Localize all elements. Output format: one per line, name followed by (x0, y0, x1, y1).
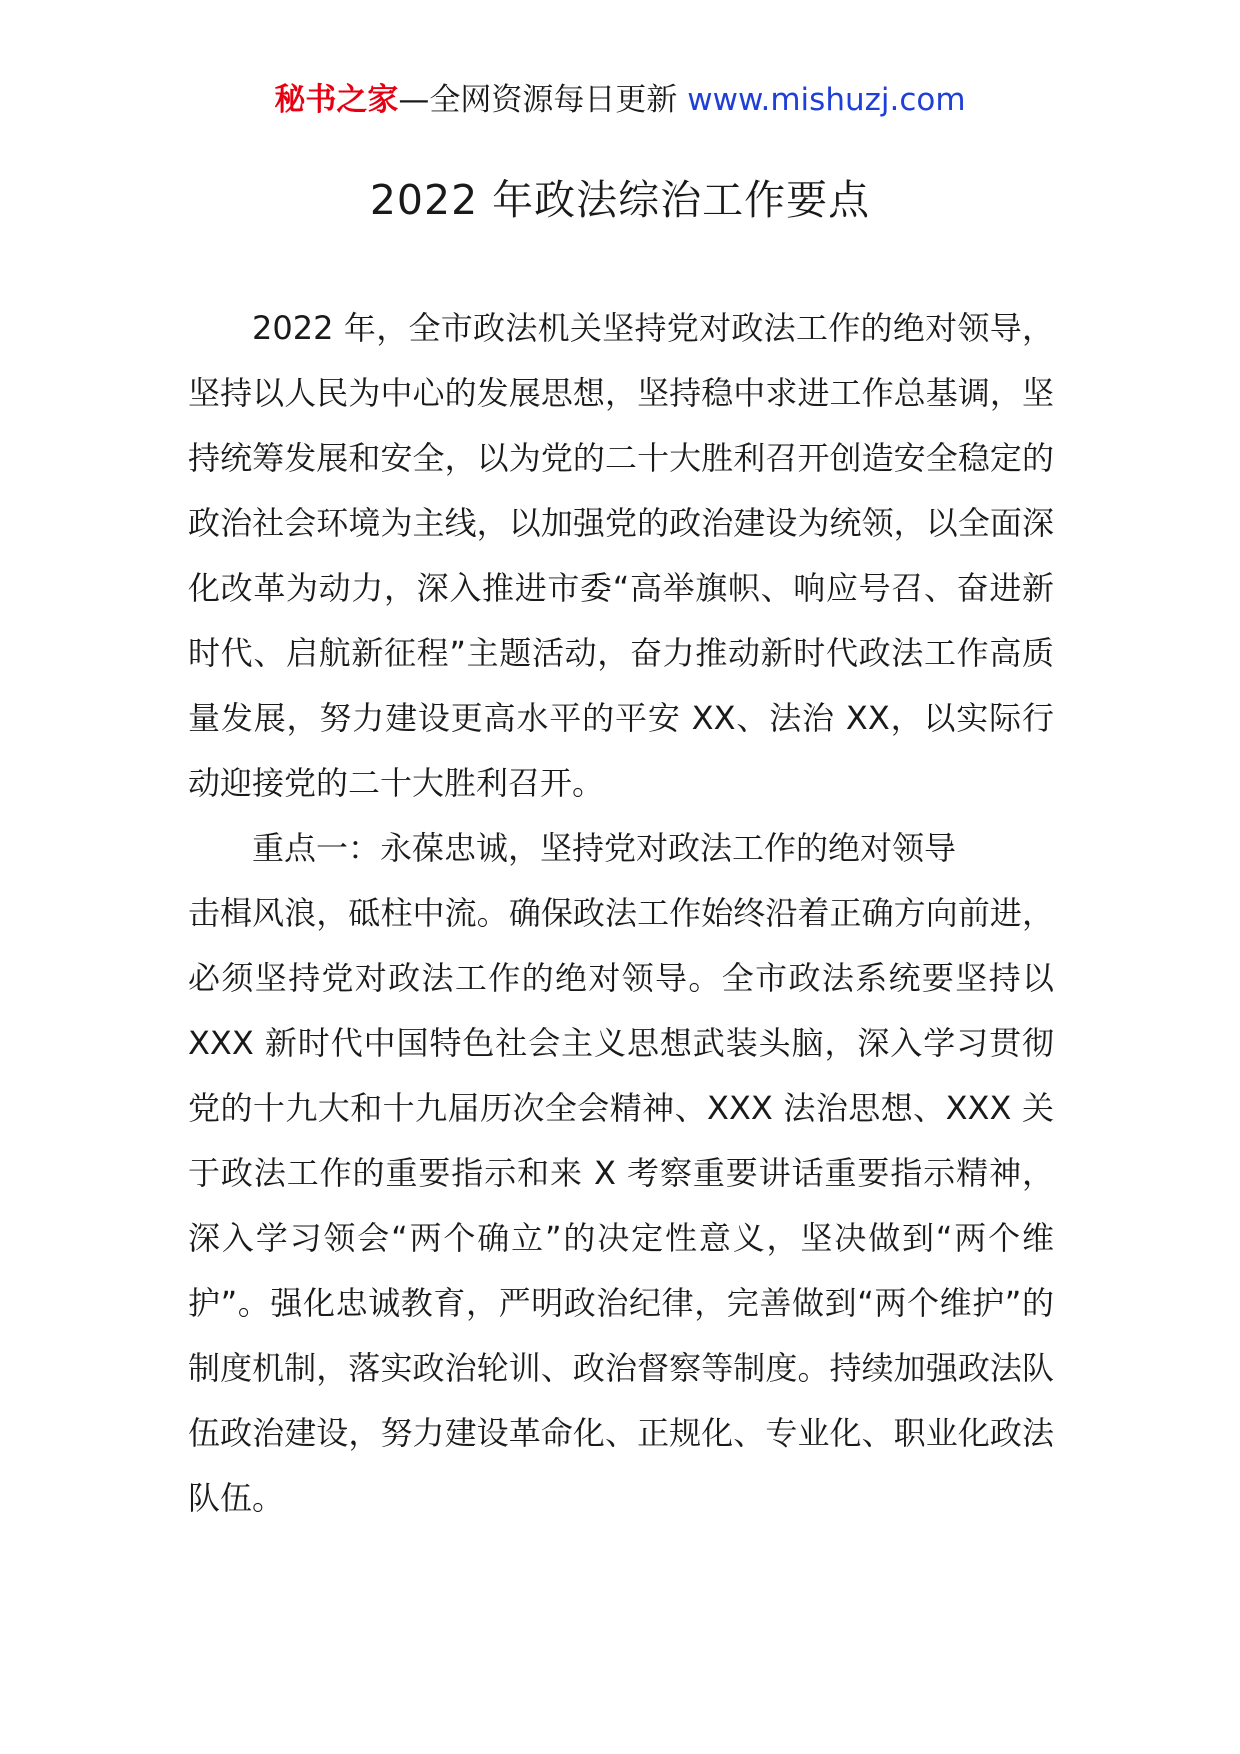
site-url-link[interactable]: www.mishuzj.com (687, 82, 966, 118)
section-heading: 重点一：永葆忠诚，坚持党对政法工作的绝对领导 (252, 829, 957, 867)
section-paragraph: 击楫风浪，砥柱中流。确保政法工作始终沿着正确方向前进，必须坚持党对政法工作的绝对领导。全市政法系统要坚持以 XXX 新时代中国特色社会主义思想武装头脑，深入学习贯彻党的十九大和十九届历次全会精神、XXX 法治思想、XXX 关于政法工作的重要指示和来 X 考察重要讲话重要指示精神，深入学习领会“两个确立”的决定性意义，坚决做到“两个维护”。强化忠诚教育，严明政治纪律，完善做到“两个维护”的制度机制，落实政治轮训、政治督察等制度。持续加强政法队伍政治建设，努力建设革命化、正规化、专业化、职业化政法队伍。 (188, 894, 1054, 1517)
document-body (188, 296, 1054, 1531)
intro-paragraph: 2022 年，全市政法机关坚持党对政法工作的绝对领导，坚持以人民为中心的发展思想，坚持稳中求进工作总基调，坚持统筹发展和安全，以为党的二十大胜利召开创造安全稳定的政治社会环境为主线，以加强党的政治建设为统领，以全面深化改革为动力，深入推进市委“高举旗帜、响应号召、奋进新时代、启航新征程”主题活动，奋力推动新时代政法工作高质量发展，努力建设更高水平的平安 XX、法治 XX，以实际行动迎接党的二十大胜利召开。 (188, 309, 1054, 802)
document-title: 2022 年政法综治工作要点 (369, 176, 871, 224)
site-watermark-header (0, 80, 1240, 120)
site-tagline: —全网资源每日更新 (398, 82, 688, 118)
site-brand: 秘书之家 (274, 82, 399, 118)
